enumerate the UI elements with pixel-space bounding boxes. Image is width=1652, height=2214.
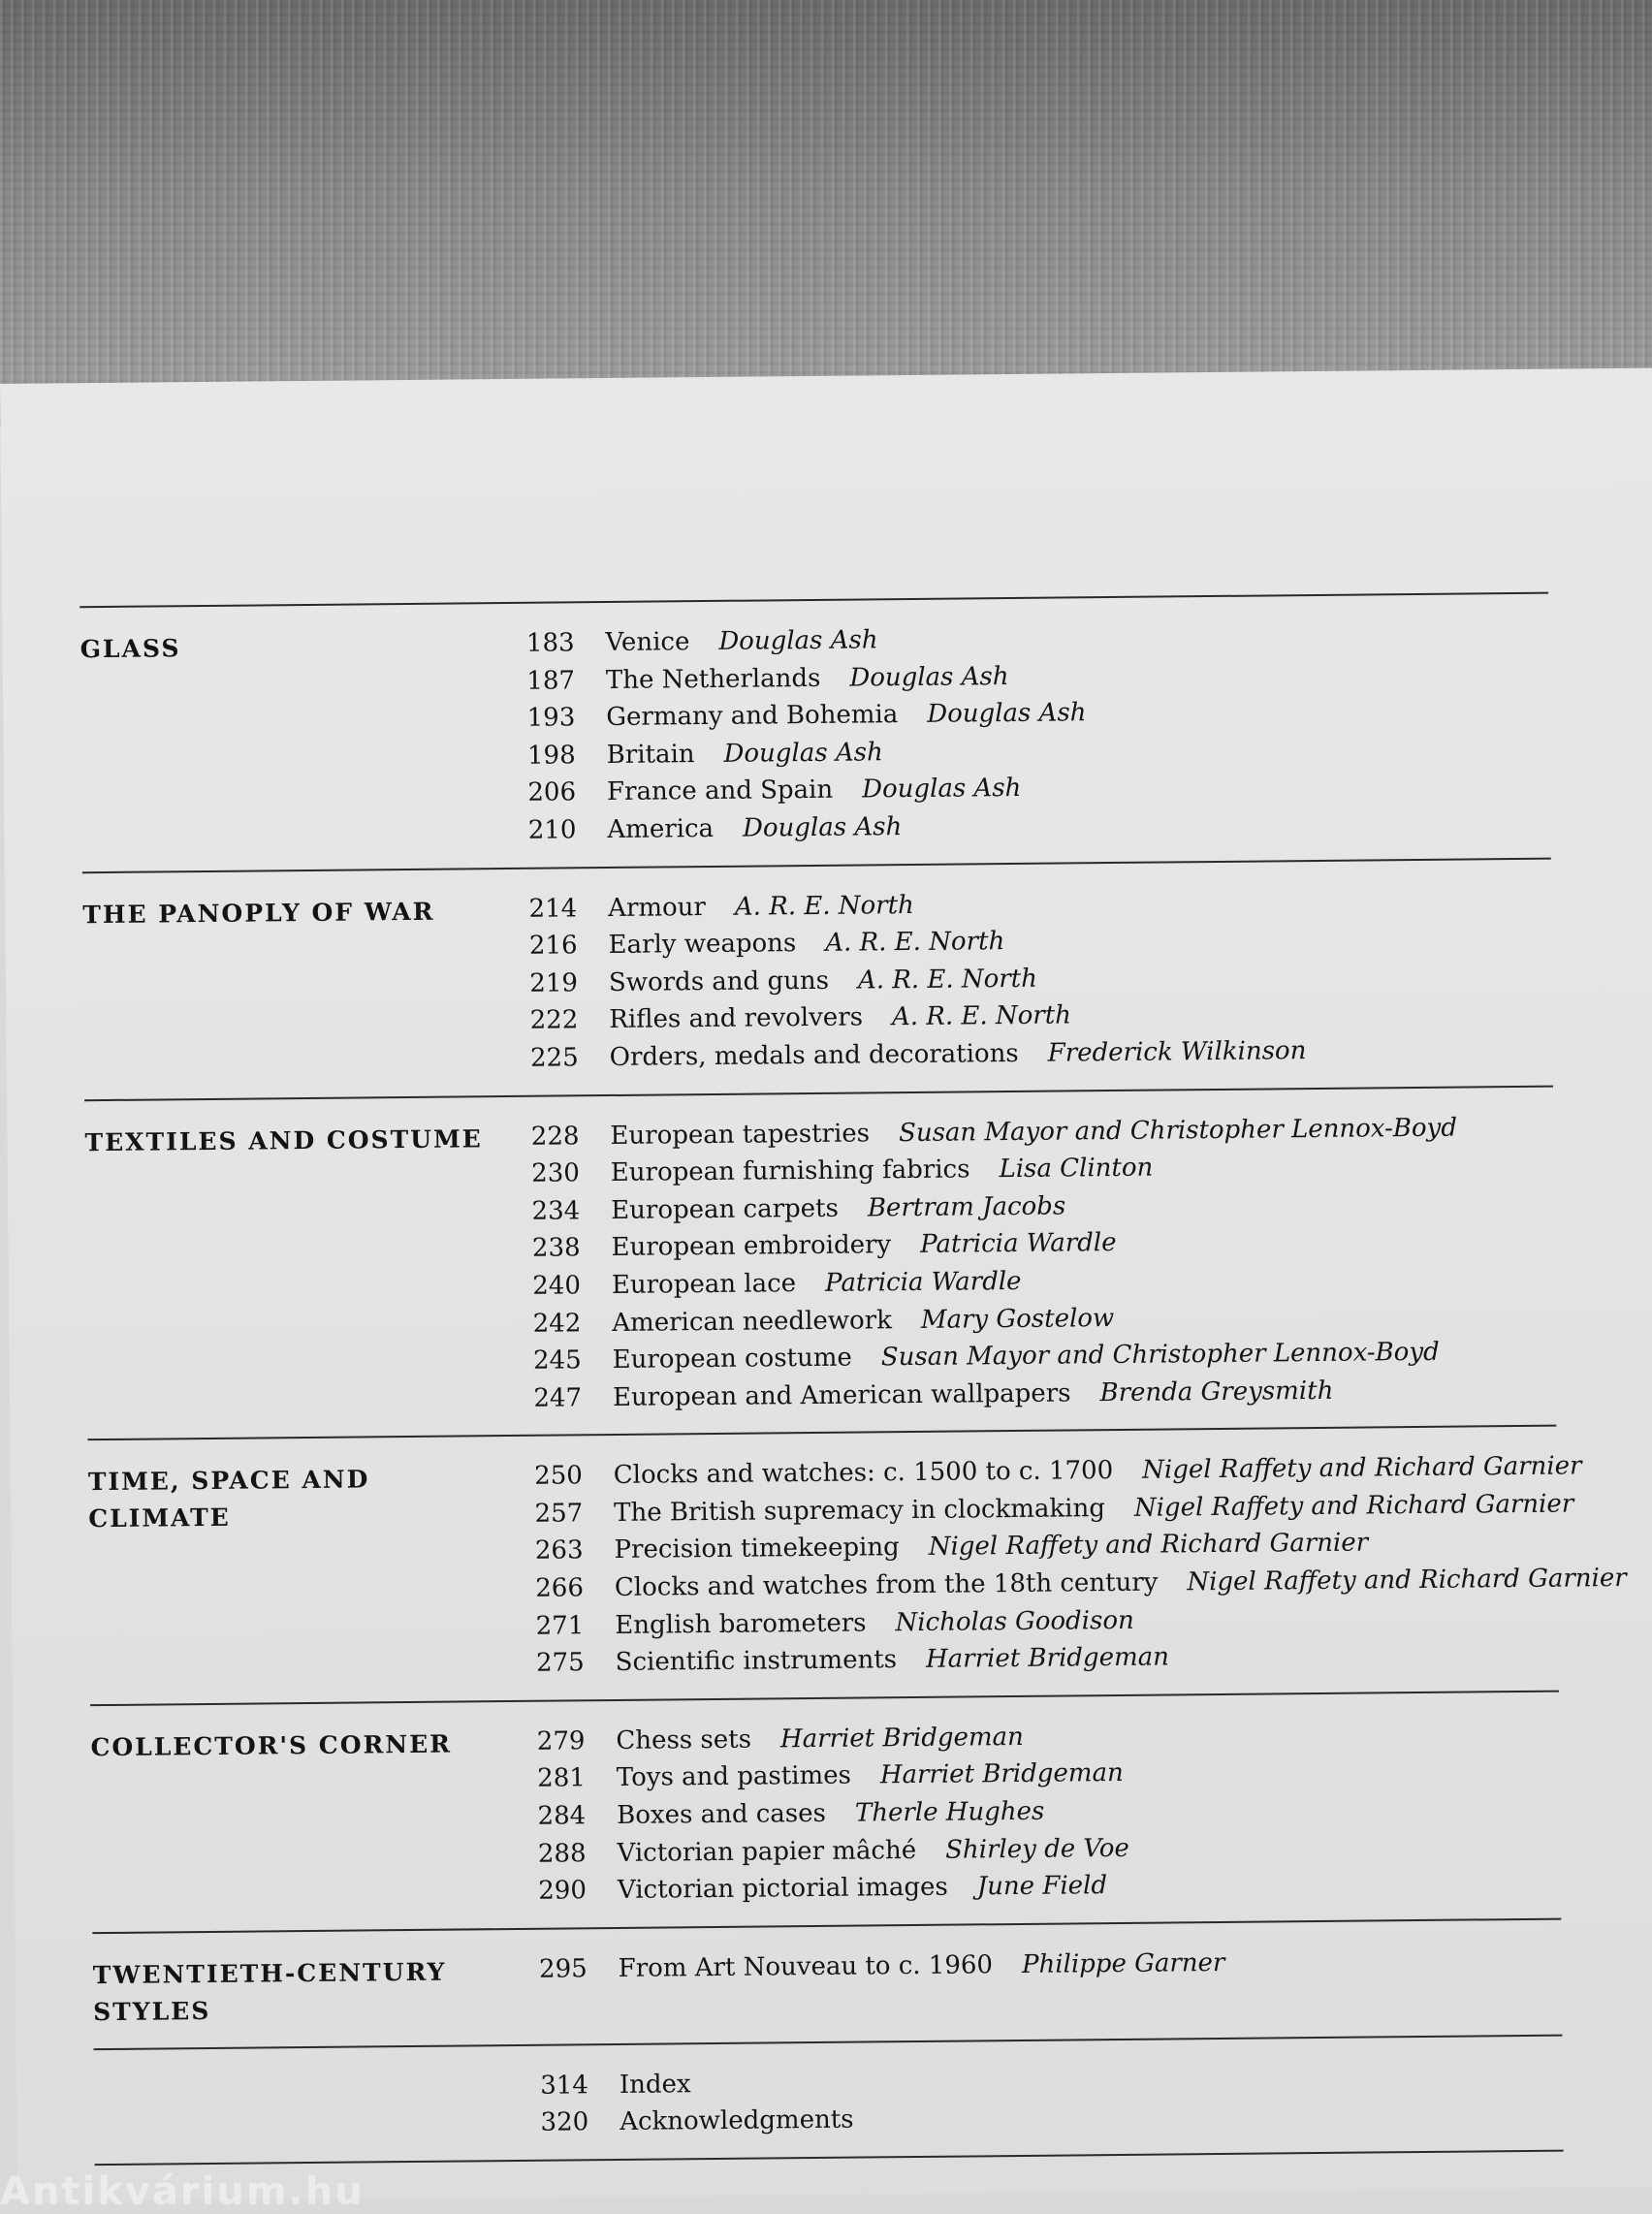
entry-author: A. R. E. North — [891, 1000, 1072, 1032]
page-number: 295 — [538, 1954, 588, 1984]
section-title: TWENTIETH-CENTURY STYLES — [92, 1957, 447, 2026]
entry-title: Swords and guns — [608, 965, 830, 997]
entry-author: Bertram Jacobs — [867, 1191, 1066, 1223]
entry-list — [501, 1108, 1556, 1417]
entry-author: Susan Mayor and Christopher Lennox-Boyd — [880, 1337, 1440, 1373]
entry-title: Armour — [608, 892, 707, 923]
entry-list — [505, 1447, 1628, 1683]
page-number: 210 — [527, 815, 577, 845]
entry-title: The Netherlands — [605, 663, 821, 695]
entry-author: Harriet Bridgeman — [779, 1722, 1024, 1755]
entry-author: Patricia Wardle — [920, 1228, 1117, 1260]
entry-author: Susan Mayor and Christopher Lennox-Boyd — [898, 1113, 1458, 1148]
entry-title: From Art Nouveau to c. 1960 — [618, 1950, 994, 1983]
background-surface — [0, 0, 1652, 427]
page-number: 271 — [535, 1610, 585, 1641]
page-number: 206 — [527, 777, 577, 808]
toc-section — [82, 859, 1553, 1099]
entry-author: Patricia Wardle — [824, 1266, 1022, 1298]
entry-author: Therle Hughes — [854, 1796, 1045, 1828]
entry-title: Clocks and watches: c. 1500 to c. 1700 — [613, 1456, 1114, 1491]
page-number: 238 — [531, 1233, 581, 1264]
page-number: 219 — [529, 968, 579, 998]
entry-author: Douglas Ash — [742, 812, 903, 843]
entry-author: Lisa Clinton — [999, 1153, 1154, 1185]
entry-title: English barometers — [615, 1608, 867, 1640]
page-number: 284 — [537, 1801, 587, 1831]
entry-title: European costume — [612, 1343, 852, 1376]
watermark: Antikvárium.hu — [0, 2169, 365, 2214]
entry-title: Precision timekeeping — [614, 1533, 900, 1566]
entry-author: Shirley de Voe — [945, 1833, 1129, 1865]
toc-entry — [510, 1941, 1562, 1988]
entry-title: Acknowledgments — [620, 2105, 854, 2137]
toc-section — [79, 594, 1551, 871]
page-number: 320 — [540, 2107, 589, 2138]
section-title — [94, 2068, 512, 2146]
section-title: TIME, SPACE AND CLIMATE — [87, 1465, 370, 1534]
entry-title: Victorian pictorial images — [617, 1872, 948, 1906]
toc-section — [84, 1087, 1556, 1439]
entry-author: Frederick Wilkinson — [1047, 1036, 1307, 1068]
section-title: GLASS — [79, 634, 181, 664]
entry-author: A. R. E. North — [857, 964, 1038, 996]
toc-section — [94, 2036, 1564, 2164]
page-number: 314 — [540, 2071, 589, 2101]
entry-author: Harriet Bridgeman — [879, 1758, 1124, 1790]
page-number: 290 — [538, 1876, 588, 1906]
page-number: 193 — [526, 703, 576, 733]
entry-title: Clocks and watches from the 18th century — [614, 1567, 1159, 1603]
entry-author: Nicholas Goodison — [895, 1605, 1134, 1637]
entry-list — [507, 1713, 1561, 1910]
page-number: 198 — [526, 741, 576, 771]
page-number: 281 — [537, 1763, 586, 1794]
entry-title: Venice — [605, 627, 690, 658]
entry-author: Douglas Ash — [723, 738, 883, 769]
page-number: 240 — [532, 1271, 582, 1301]
page-number: 234 — [531, 1196, 581, 1226]
table-of-contents — [79, 592, 1627, 2166]
entry-author: Nigel Raffety and Richard Garnier — [1142, 1451, 1582, 1486]
entry-title: European tapestries — [610, 1118, 871, 1151]
entry-title: America — [607, 813, 715, 844]
entry-title: Britain — [606, 739, 695, 770]
entry-title: European lace — [611, 1269, 797, 1300]
entry-author: Douglas Ash — [718, 625, 878, 656]
page-number: 247 — [533, 1382, 583, 1413]
section-title: TEXTILES AND COSTUME — [84, 1123, 483, 1156]
page-number: 257 — [534, 1499, 584, 1529]
page-number: 216 — [528, 931, 578, 961]
page-number: 187 — [526, 665, 576, 696]
page-number: 279 — [536, 1726, 586, 1756]
page-number: 183 — [525, 628, 575, 658]
entry-author: Brenda Greysmith — [1099, 1376, 1334, 1407]
entry-list — [496, 616, 1550, 850]
entry-author: Philippe Garner — [1021, 1947, 1225, 1979]
page-number: 288 — [537, 1838, 587, 1869]
entry-title: Victorian papier mâché — [617, 1835, 917, 1868]
section-title: THE PANOPLY OF WAR — [82, 897, 435, 929]
book-page — [0, 368, 1652, 2202]
entry-author: June Field — [976, 1871, 1108, 1902]
entry-list — [499, 880, 1553, 1077]
entry-author: Douglas Ash — [927, 698, 1087, 730]
page-number: 266 — [535, 1573, 585, 1603]
entry-title: Boxes and cases — [617, 1798, 827, 1830]
page-number: 263 — [534, 1535, 584, 1566]
page-number: 214 — [528, 893, 578, 924]
toc-section — [87, 1427, 1627, 1704]
entry-title: European carpets — [611, 1193, 840, 1225]
entry-list — [511, 2057, 1564, 2142]
entry-title: France and Spain — [606, 775, 834, 807]
page-number: 228 — [530, 1121, 580, 1152]
toc-section — [92, 1919, 1562, 2048]
page-number: 275 — [535, 1648, 585, 1679]
entry-title: European furnishing fabrics — [610, 1154, 970, 1188]
entry-title: Toys and pastimes — [616, 1761, 852, 1793]
entry-title: American needlework — [612, 1305, 893, 1338]
section-title: COLLECTOR'S CORNER — [90, 1729, 453, 1762]
entry-author: A. R. E. North — [825, 927, 1005, 959]
entry-title: Rifles and revolvers — [609, 1002, 864, 1035]
entry-author: Nigel Raffety and Richard Garnier — [1187, 1564, 1627, 1597]
page-number: 245 — [532, 1345, 582, 1376]
entry-title: The British supremacy in clockmaking — [614, 1493, 1106, 1528]
entry-list — [510, 1941, 1563, 2026]
entry-title: European embroidery — [611, 1230, 892, 1263]
entry-author: Douglas Ash — [849, 661, 1009, 693]
entry-title: Index — [619, 2070, 691, 2100]
entry-title: Scientific instruments — [615, 1645, 898, 1678]
page-number: 242 — [532, 1308, 582, 1339]
entry-title: Germany and Bohemia — [606, 700, 899, 733]
entry-title: European and American wallpapers — [612, 1378, 1071, 1412]
entry-author: Nigel Raffety and Richard Garnier — [1133, 1489, 1574, 1523]
entry-title: Orders, medals and decorations — [609, 1038, 1019, 1072]
entry-title: Early weapons — [608, 929, 797, 961]
entry-author: Nigel Raffety and Richard Garnier — [928, 1528, 1369, 1563]
entry-author: Douglas Ash — [862, 774, 1022, 805]
entry-author: Mary Gostelow — [920, 1303, 1115, 1335]
page-number: 225 — [529, 1043, 579, 1073]
entry-author: Harriet Bridgeman — [925, 1642, 1170, 1675]
entry-author: A. R. E. North — [734, 890, 914, 922]
page-number: 222 — [529, 1005, 579, 1036]
page-number: 250 — [534, 1461, 583, 1492]
page-number: 230 — [531, 1158, 580, 1188]
toc-section — [90, 1692, 1561, 1932]
entry-title: Chess sets — [616, 1724, 752, 1755]
